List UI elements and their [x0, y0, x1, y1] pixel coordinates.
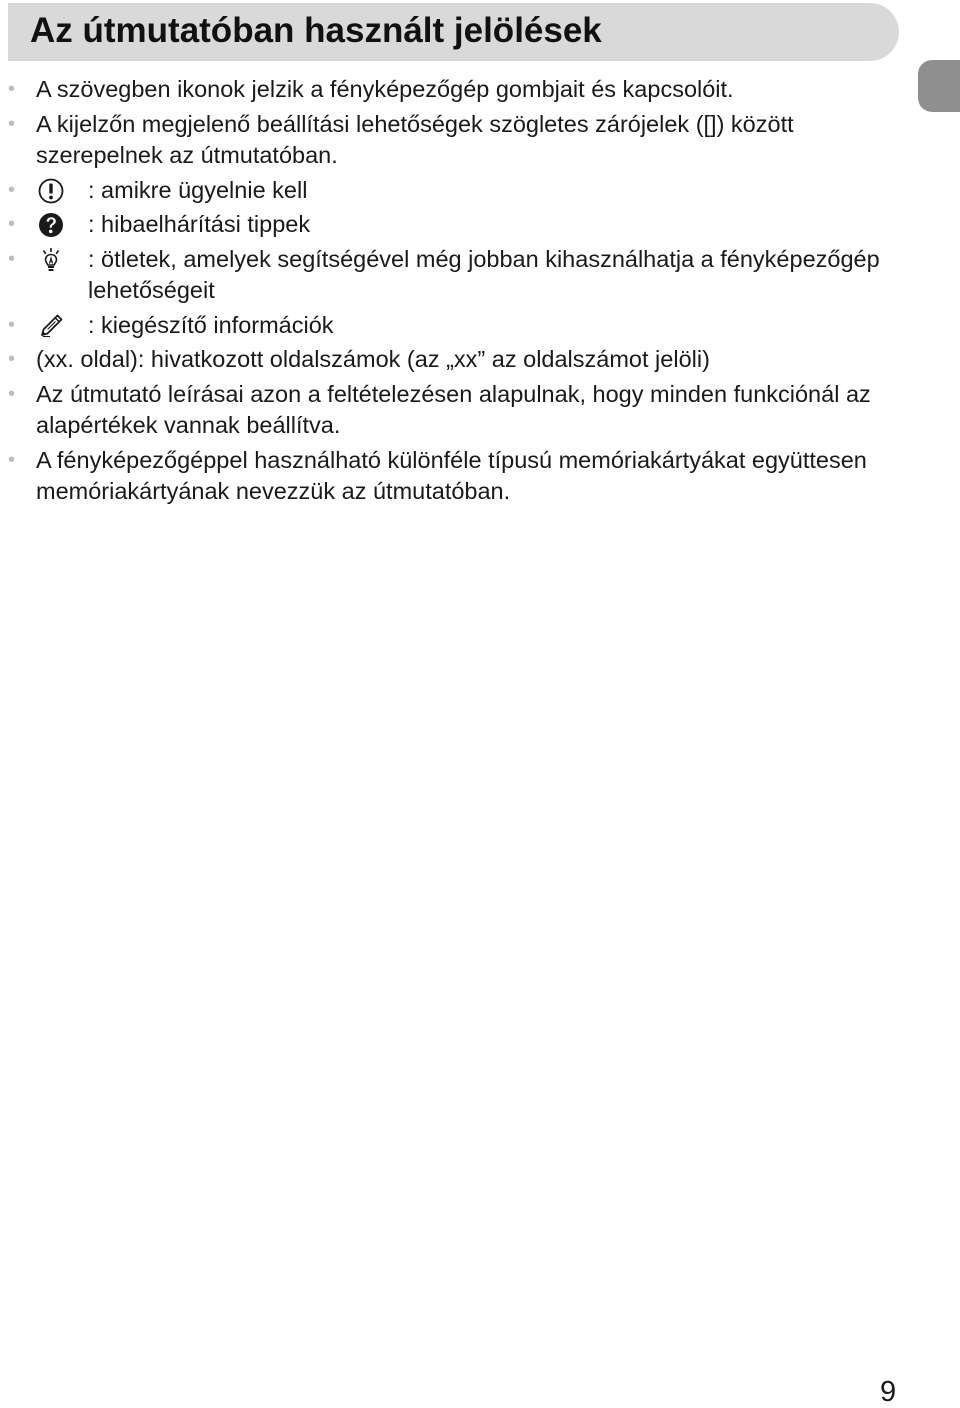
bullet-icon: • [8, 382, 16, 405]
list-item [0, 175, 900, 207]
bullet-icon: • [8, 112, 16, 135]
list-item [0, 74, 900, 106]
list-item-text: A kijelzőn megjelenő beállítási lehetőségek szögletes zárójelek ([]) között szerepelnek az útmutatóban. [36, 110, 794, 168]
page-title: Az útmutatóban használt jelölések [30, 11, 602, 50]
list-item [0, 344, 900, 376]
caution-exclamation-icon [38, 178, 64, 204]
list-item-text: (xx. oldal): hivatkozott oldalszámok (az „xx” az oldalszámot jelöli) [36, 346, 710, 372]
bullet-icon: • [8, 178, 16, 201]
list-item [0, 310, 900, 342]
list-item [0, 209, 900, 241]
list-item-text: A szövegben ikonok jelzik a fényképezőgép gombjait és kapcsolóit. [36, 76, 734, 102]
list-item [0, 379, 900, 442]
list-item-text: : kiegészítő információk [88, 311, 334, 338]
pencil-icon [38, 313, 64, 339]
list-item-text: : hibaelhárítási tippek [88, 211, 311, 237]
side-tab-marker [918, 60, 960, 112]
bullet-icon: • [8, 78, 16, 100]
list-item-text: Az útmutató leírásai azon a feltételezésen alapulnak, hogy minden funkciónál az alapértékek vannak beállítva. [36, 380, 871, 438]
notation-list [0, 74, 900, 511]
page-number: 9 [880, 1376, 897, 1408]
list-item-text: : ötletek, amelyek segítségével még jobban kihasználhatja a fényképezőgép lehetőségeit [88, 245, 880, 303]
list-item [0, 244, 900, 307]
bullet-icon: • [8, 448, 16, 471]
bullet-icon: • [8, 247, 16, 270]
list-item-text: : amikre ügyelnie kell [88, 176, 308, 203]
question-mark-icon [38, 212, 64, 238]
title-bar [8, 3, 899, 61]
list-item [0, 109, 900, 172]
list-item-text: A fényképezőgéppel használható különféle típusú memóriakártyákat együttesen memóriakártyának nevezzük az útmutatóban. [36, 446, 867, 504]
bullet-icon: • [8, 313, 16, 336]
bullet-icon: • [8, 213, 16, 235]
list-item [0, 445, 900, 508]
bullet-icon: • [8, 348, 16, 370]
lightbulb-icon [38, 247, 64, 273]
